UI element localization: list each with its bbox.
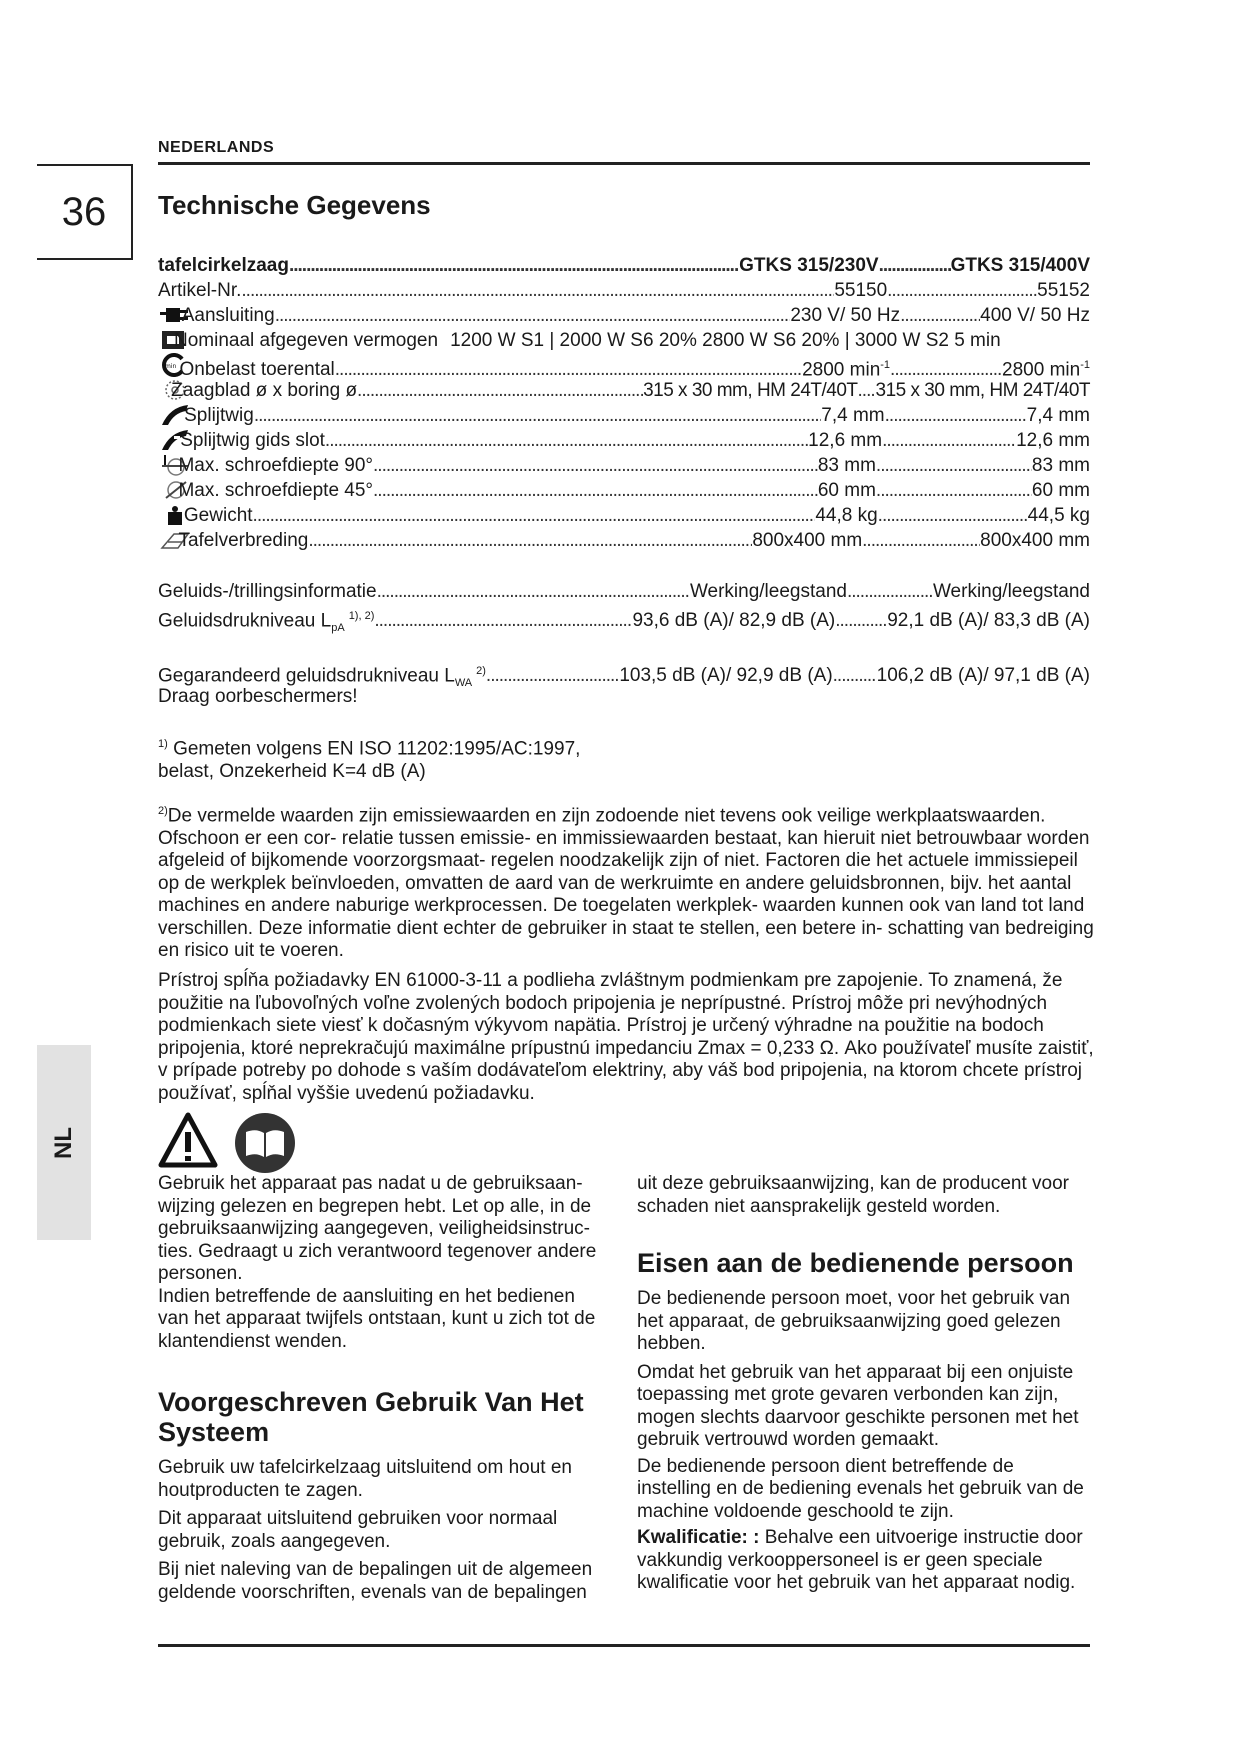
read-manual-icon: [234, 1112, 296, 1174]
noise-label: Geluidsdrukniveau $L_{pA}^{1), 2)}$: [158, 610, 375, 635]
spec-heading-row: [158, 253, 1090, 278]
spec-label: Splijtwig gids slot: [180, 430, 325, 451]
warning-triangle-icon: [158, 1112, 218, 1168]
noise-label: Gegarandeerd geluidsdrukniveau $L_{WA}^{2)}$: [158, 665, 486, 690]
noise-row: [158, 579, 1090, 604]
spec-value-1: 44,8 kg: [815, 505, 878, 526]
noise-value-1: 103,5 dB (A)/ 92,9 dB (A): [619, 665, 833, 687]
spec-label: Tafelverbreding: [178, 530, 309, 551]
spec-value-1: 2800 $\min^{-1}$: [802, 359, 891, 381]
spec-value-2: 60 mm: [1031, 480, 1090, 501]
spec-value-1: 230 V/ 50 Hz: [790, 305, 901, 326]
spec-value-2: 400 V/ 50 Hz: [980, 305, 1090, 326]
qualification-label: Kwalificatie: :: [637, 1527, 760, 1548]
spec-value-1: 7,4 mm: [821, 405, 885, 426]
noise-value-2: 106,2 dB (A)/ 97,1 dB (A): [876, 665, 1090, 687]
noise-label: Geluids-/trillingsinformatie: [158, 581, 377, 602]
left-column: [158, 1173, 598, 1604]
svg-text:min: min: [165, 363, 177, 370]
spec-label: Onbelast toerental: [179, 359, 335, 381]
spec-row: [158, 378, 1090, 403]
spec-row: [158, 453, 1090, 478]
spec-label: Splijtwig: [184, 405, 254, 426]
warning-text: Indien betreffende de aansluiting en het bedienen van het apparaat twijfels ontstaan, kunt u zich tot de klantendienst wenden.: [158, 1285, 596, 1352]
language-header: NEDERLANDS: [158, 139, 275, 156]
paragraph: Gebruik uw tafelcirkelzaag uitsluitend om hout en houtproducten te zagen.: [158, 1457, 573, 1501]
spec-row: [158, 353, 1090, 381]
spec-value-1: 800x400 mm: [752, 530, 863, 551]
language-side-tab: [37, 1045, 91, 1240]
paragraph: De bedienende persoon dient betreffende de instelling en de bediening evenals het gebruik van de machine voldoende geschoold te zijn.: [637, 1455, 1084, 1522]
spec-article-row: [158, 278, 1090, 303]
spec-row: [158, 478, 1090, 503]
noise-row: [158, 659, 1090, 690]
noise-table: [158, 579, 1090, 635]
qualification-paragraph: Kwalificatie: : Behalve een uitvoerige instructie door vakkundig verkooppersoneel is er geen speciale kwalificatie voor het gebruik van het apparaat nodig.: [637, 1527, 1083, 1593]
paragraph: Bij niet naleving van de bepalingen uit de algemeen geldende voorschriften, evenals van de bepalingen: [158, 1559, 593, 1603]
side-tab-label: NL: [50, 1126, 77, 1159]
paragraph: Omdat het gebruik van het apparaat bij een onjuiste toepassing met grote gevaren verbonden kan zijn, mogen slechts daarvoor geschikte personen met het gebruik vertrouwd worden gemaakt.: [637, 1361, 1079, 1450]
spec-model-1: GTKS 315/230V: [739, 255, 879, 276]
noise-value-2: Werking/leegstand: [932, 581, 1090, 602]
spec-label: Gewicht: [183, 505, 253, 526]
noise-value-1: 93,6 dB (A)/ 82,9 dB (A): [632, 610, 836, 632]
spec-row: [158, 428, 1090, 453]
page-number: 36: [37, 164, 133, 260]
top-rule: [158, 162, 1090, 165]
warning-text: Gebruik het apparaat pas nadat u de gebruiksaan- wijzing gelezen en begrepen hebt. Let op alle, in de gebruiksaanwijzing aangegeven, veiligheidsinstruc- ties. Gedraagt u zich verantwoord tegenover andere personen.: [158, 1173, 597, 1284]
operator-requirements-heading: Eisen aan de bedienende persoon: [637, 1248, 1074, 1278]
footnote-2: $^{2)}$De vermelde waarden zijn emissiewaarden en zijn zodoende niet tevens ook veilige werkplaatswaarden. Ofschoon er een cor- relatie tussen emissie- en immissiewaarden bestaat, kan hieruit niet betrouwbaar worden afgeleid of bijkomende voorzorgsmaat- regelen noodzakelijk zijn of niet. Factoren die het actuele immissiepeil op de werkplek beïnvloeden, omvatten de aard van de werkruimte en andere geluidsbronnen, bijv. het aantal machines en andere naburige werkprocessen. De toegelaten werkplek- waarden kunnen ook van land tot land verschillen. Deze informatie dient echter de gebruiker in staat te stellen, een betere in- schatting van bedreiging en risico uit te voeren.: [158, 805, 1094, 962]
spec-row: [158, 303, 1090, 328]
spec-value-2: 12,6 mm: [1016, 430, 1090, 451]
intended-use-heading: Voorgeschreven Gebruik Van Het Systeem: [158, 1387, 584, 1447]
spec-value-2: 315 x 30 mm, HM 24T/40T: [875, 380, 1090, 401]
ear-protection-note: Draag oorbeschermers!: [158, 686, 358, 707]
spec-product-label: tafelcirkelzaag: [158, 255, 289, 276]
spec-value-2: 800x400 mm: [980, 530, 1090, 551]
paragraph: uit deze gebruiksaanwijzing, kan de producent voor schaden niet aansprakelijk gesteld worden.: [637, 1173, 1069, 1217]
paragraph: Dit apparaat uitsluitend gebruiken voor normaal gebruik, zoals aangegeven.: [158, 1508, 558, 1552]
spec-label: Artikel-Nr.: [158, 280, 242, 301]
spec-value-2: 7,4 mm: [1026, 405, 1090, 426]
spec-table: [158, 253, 1090, 553]
grid-impedance-note: Prístroj spĺňa požiadavky EN 61000-3-11 a podlieha zvláštnym podmienkam pre zapojenie. To znamená, že použitie na ľubovoľných voľne zvolených bodoch pripojenia je neprípustné. Prístroj môže pri nevýhodných podmienkach siete viesť k dočasným výkyvom napätia. Prístroj je určený výhradne na použitie na bodoch pripojenia, ktoré neprekračujú maximálne prípustnú impedanciu Zmax = 0,233 Ω. Ako používateľ musíte zaistiť, v prípade potreby po dohode s vaším dodávateľom elektriny, aby váš bod pripojenia, na ktorom chcete prístroj používať, spĺňal vyššie uvedenú požiadavku.: [158, 970, 1094, 1104]
spec-row: [158, 328, 1090, 353]
spec-label: Max. schroefdiepte 90°: [178, 455, 374, 476]
spec-value-1: 12,6 mm: [808, 430, 883, 451]
noise-value-2: 92,1 dB (A)/ 83,3 dB (A): [887, 610, 1090, 632]
paragraph: De bedienende persoon moet, voor het gebruik van het apparaat, de gebruiksaanwijzing goed gelezen hebben.: [637, 1288, 1071, 1354]
spec-label: Aansluiting: [181, 305, 275, 326]
spec-value-1: 60 mm: [817, 480, 876, 501]
noise-row: [158, 604, 1090, 635]
spec-value-2: 55152: [1037, 280, 1090, 301]
spec-value-2: 2800 $\min^{-1}$: [1002, 359, 1090, 381]
guaranteed-noise: [158, 659, 1090, 709]
spec-row: [158, 528, 1090, 553]
right-column: [637, 1173, 1085, 1595]
spec-value-2: 44,5 kg: [1027, 505, 1090, 526]
spec-value-1: 315 x 30 mm, HM 24T/40T: [643, 380, 858, 401]
spec-value-2: 83 mm: [1031, 455, 1090, 476]
spec-row: [158, 403, 1090, 428]
spec-label: Nominaal afgegeven vermogen: [174, 330, 439, 351]
spec-value-1: 83 mm: [817, 455, 876, 476]
spec-label: Zaagblad ø x boring ø: [171, 380, 358, 401]
spec-model-2: GTKS 315/400V: [950, 255, 1090, 276]
page-title: Technische Gegevens: [158, 190, 431, 220]
spec-value-1: 55150: [834, 280, 888, 301]
spec-row: [158, 503, 1090, 528]
noise-value-1: Werking/leegstand: [689, 581, 847, 602]
spec-value-text: 1200 W S1 | 2000 W S6 20% 2800 W S6 20% | 3000 W S2 5 min: [450, 330, 1001, 351]
footnote-1: $^{1)}$ Gemeten volgens EN ISO 11202:1995/AC:1997, belast, Onzekerheid K=4 dB (A): [158, 738, 581, 782]
bottom-rule: [158, 1644, 1090, 1647]
spec-label: Max. schroefdiepte 45°: [178, 480, 374, 501]
